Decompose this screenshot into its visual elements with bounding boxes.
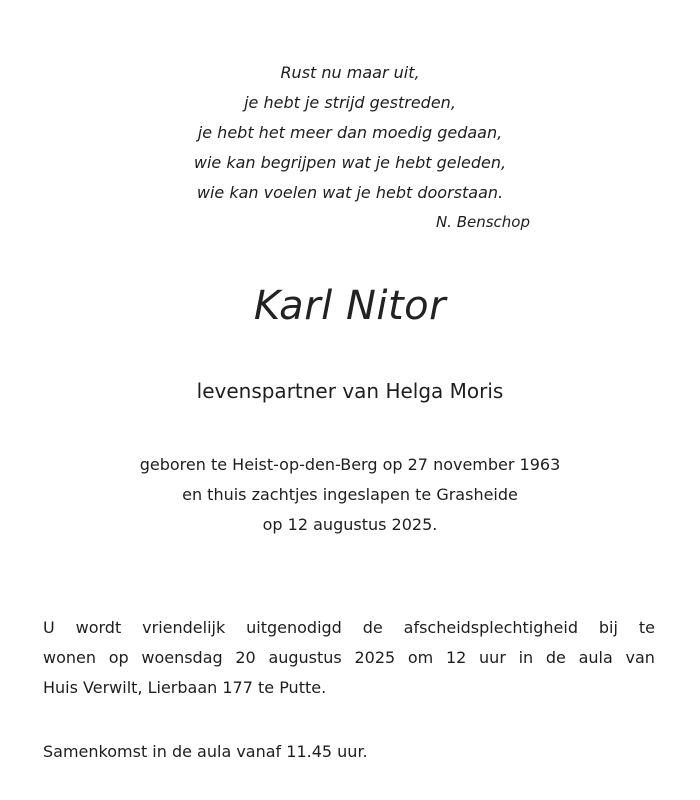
word: de [545, 648, 566, 667]
poem-line: wie kan voelen wat je hebt doorstaan. [196, 183, 504, 202]
word: wonen [43, 648, 96, 667]
deceased-name: Karl Nitor [253, 283, 447, 329]
invitation-line-1 [43, 613, 655, 643]
poem-line: wie kan begrijpen wat je hebt geleden, [193, 153, 507, 172]
word: wordt [75, 618, 122, 637]
invitation-paragraph [43, 613, 655, 703]
word: de [362, 618, 383, 637]
word: afscheidsplechtigheid [403, 618, 578, 637]
details-line: en thuis zachtjes ingeslapen te Grasheide [182, 485, 518, 504]
invitation-line-3: Huis Verwilt, Lierbaan 177 te Putte. [43, 678, 327, 697]
details-line: op 12 augustus 2025. [262, 515, 438, 534]
gathering-notice: Samenkomst in de aula vanaf 11.45 uur. [43, 742, 368, 761]
word: augustus [268, 648, 342, 667]
poem-line: je hebt je strijd gestreden, [244, 93, 456, 112]
word: vriendelijk [142, 618, 226, 637]
word: bij [598, 618, 618, 637]
word: om [407, 648, 434, 667]
word: 2025 [354, 648, 396, 667]
poem-line: je hebt het meer dan moedig gedaan, [197, 123, 503, 142]
word: U [43, 618, 55, 637]
word: uur [479, 648, 506, 667]
relation-text: levenspartner van Helga Moris [196, 379, 504, 403]
poem-line: Rust nu maar uit, [280, 63, 420, 82]
word: 20 [235, 648, 256, 667]
word: uitgenodigd [246, 618, 342, 637]
word: van [625, 648, 655, 667]
poem-author: N. Benschop [435, 213, 530, 231]
birth-death-details [0, 450, 700, 540]
word: 12 [445, 648, 467, 667]
word: in [518, 648, 534, 667]
details-line: geboren te Heist-op-den-Berg op 27 november 1963 [139, 455, 561, 474]
invitation-line-2 [43, 643, 655, 673]
word: op [108, 648, 129, 667]
poem [0, 58, 700, 208]
word: aula [578, 648, 613, 667]
word: te [638, 618, 655, 637]
word: woensdag [141, 648, 223, 667]
